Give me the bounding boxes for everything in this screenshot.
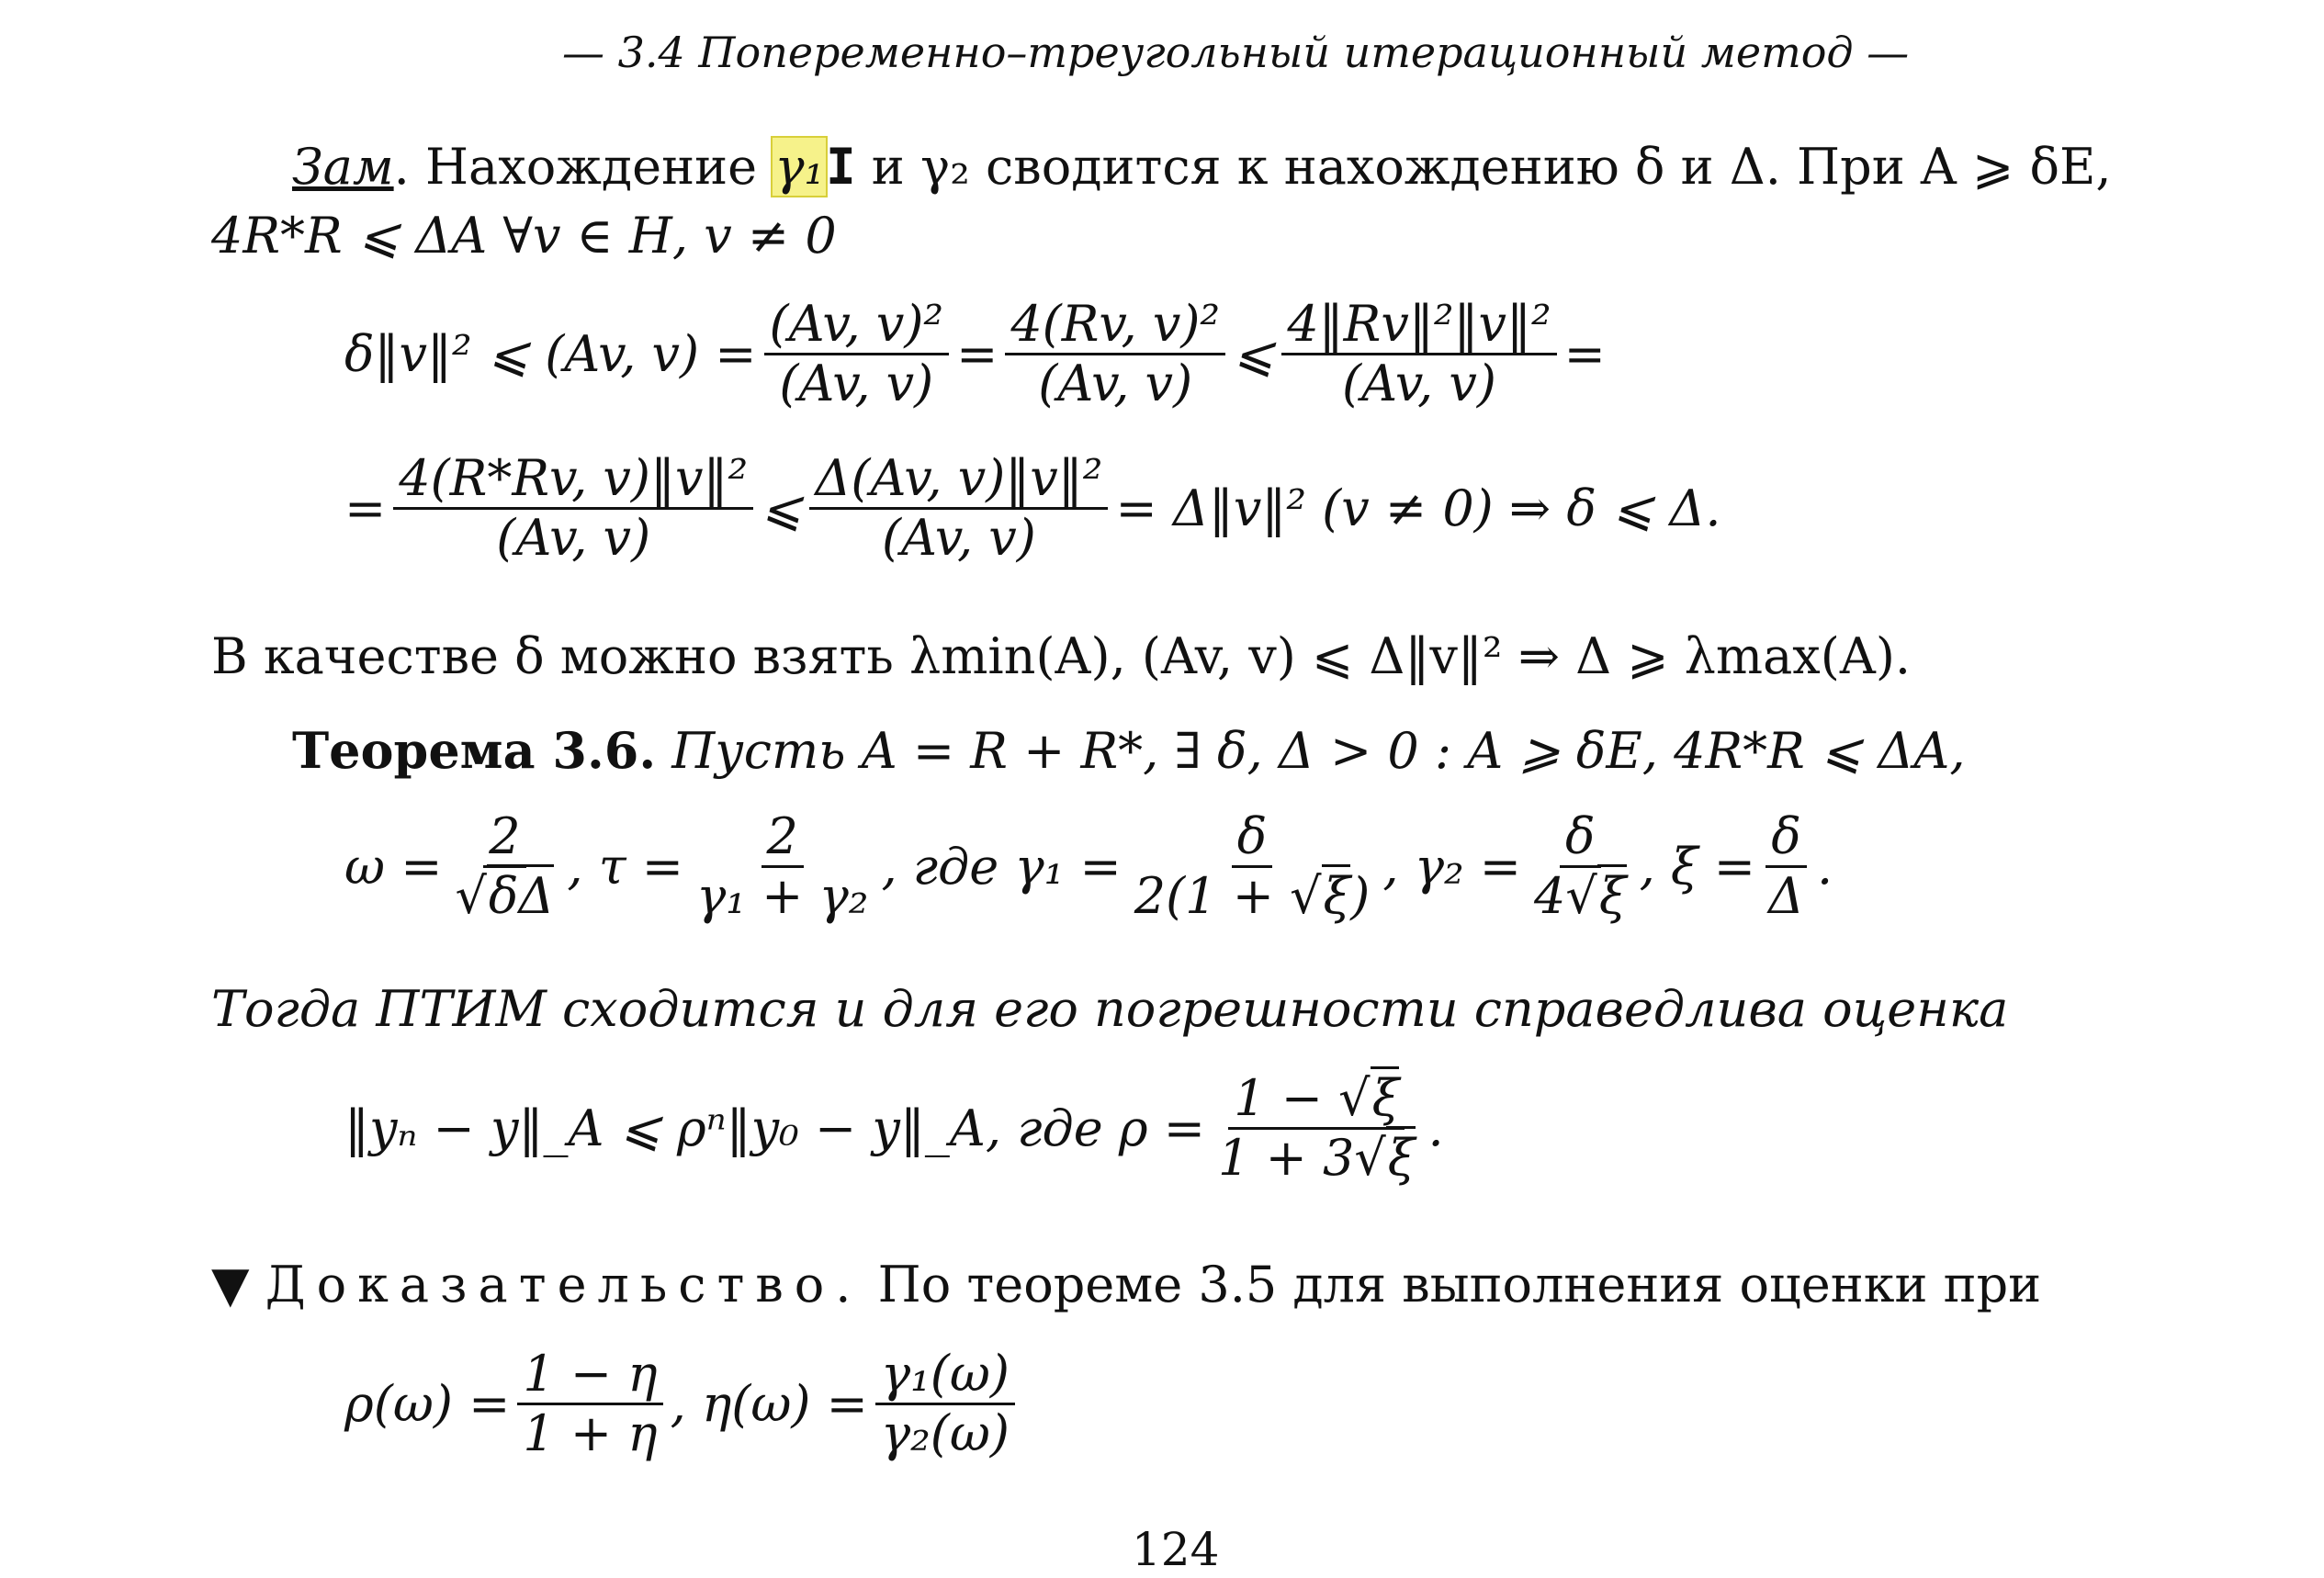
- formula-delta-chain-1: [344, 296, 1606, 412]
- theorem-label: Теорема 3.6.: [292, 721, 657, 780]
- formula-lhs: δ‖v‖² ⩽ (Av, v) =: [344, 324, 757, 383]
- formula-error-estimate: ‖yₙ − y‖_A ⩽ ρⁿ‖y₀ − y‖_A, где ρ = $\frac{1 - √\xi}{1 + 3√\xi}$ .: [344, 1070, 1444, 1187]
- fraction: $\frac{\delta}{4√\xi}$: [1534, 807, 1627, 926]
- formula-parameters: ω = $\frac{2}{√\delta\Delta}$ , τ = $\frac{2}{\text{γ₁ + γ₂}}$ , где γ₁ = $\frac{\delta}{2(1 + √\xi)}$ , γ₂ = $\frac{\delta}{4√\xi}$ , ξ = $\frac{\delta}{\Delta}$ .: [344, 807, 1833, 926]
- rho-label: ρ(ω) =: [344, 1374, 511, 1433]
- equals-sign: =: [956, 324, 998, 383]
- fraction: $\frac{2}{\text{γ₁ + γ₂}}$: [696, 807, 869, 926]
- leq-sign: ⩽: [761, 479, 803, 537]
- remark-text-2: и γ₂ сводится к нахождению δ и Δ. При A ⩾ δE,: [855, 138, 2112, 196]
- remark-line-1: [292, 138, 2112, 196]
- remark-label: Зам: [292, 138, 394, 196]
- highlighted-gamma1[interactable]: γ₁: [774, 138, 825, 196]
- xi-label: , ξ =: [1639, 837, 1756, 896]
- fraction: $\frac{2}{√\delta\Delta}$: [455, 807, 555, 926]
- gamma1-label: , где γ₁ =: [881, 837, 1122, 896]
- fraction: $\frac{\text{4‖Rv‖²‖v‖²}}{(Av, v)}$: [1281, 296, 1556, 412]
- theorem-statement: [292, 721, 1966, 780]
- page-number: 124: [1132, 1523, 1220, 1576]
- formula-delta-chain-2: [344, 450, 1721, 567]
- estimate-lhs: ‖yₙ − y‖_A ⩽ ρⁿ‖y₀ − y‖_A, где ρ =: [344, 1099, 1206, 1157]
- running-header: — 3.4 Попеременно–треугольный итерационный метод —: [562, 28, 1910, 77]
- remark-text-1: . Нахождение: [393, 138, 773, 196]
- fraction: $\frac{1 - \eta}{1 + \eta}$: [517, 1346, 662, 1462]
- formula-rho-eta: [344, 1346, 1022, 1462]
- proof-label: Доказательство.: [265, 1256, 863, 1313]
- fraction: $\frac{\text{γ₁(ω)}}{\text{γ₂(ω)}}$: [875, 1346, 1015, 1462]
- leq-sign: ⩽: [1233, 324, 1275, 383]
- fraction: $\frac{\text{4(Rv, v)²}}{(Av, v)}$: [1005, 296, 1225, 412]
- omega-label: ω =: [344, 837, 443, 896]
- fraction: $\frac{\text{Δ(Av, v)‖v‖²}}{(Av, v)}$: [809, 450, 1108, 567]
- choice-of-delta-line: В качестве δ можно взять λmin(A), (Av, v) ⩽ Δ‖v‖² ⇒ Δ ⩾ λmax(A).: [211, 627, 1912, 685]
- fraction: $\frac{\text{4(R*Rv, v)‖v‖²}}{(Av, v)}$: [393, 450, 753, 567]
- tau-label: , τ =: [567, 837, 684, 896]
- fraction: $\frac{\delta}{\Delta}$: [1763, 808, 1810, 925]
- equals-sign: =: [1563, 324, 1606, 383]
- text-cursor-icon: I: [826, 138, 856, 196]
- theorem-text: Пусть A = R + R*, ∃ δ, Δ > 0 : A ⩾ δE, 4R*R ⩽ ΔA,: [656, 722, 1966, 780]
- fraction: $\frac{1 - √\xi}{1 + 3√\xi}$: [1213, 1070, 1420, 1187]
- formula-tail: = Δ‖v‖² (v ≠ 0) ⇒ δ ⩽ Δ.: [1115, 479, 1721, 537]
- proof-text: По теореме 3.5 для выполнения оценки при: [862, 1256, 2042, 1313]
- equals-sign: =: [344, 479, 387, 537]
- fraction: $\frac{\text{(Av, v)²}}{(Av, v)}$: [764, 296, 950, 412]
- eta-label: , η(ω) =: [670, 1374, 868, 1433]
- remark-line-2: 4R*R ⩽ ΔA ∀v ∈ H, v ≠ 0: [211, 207, 837, 265]
- theorem-conclusion-line: Тогда ПТИМ сходится и для его погрешности справедлива оценка: [211, 980, 2009, 1038]
- triangle-down-icon: ▼: [211, 1256, 250, 1313]
- fraction: $\frac{\delta}{2(1 + √\xi)}$: [1134, 807, 1371, 926]
- gamma2-label: , γ₂ =: [1382, 837, 1522, 896]
- proof-line: [211, 1256, 2042, 1313]
